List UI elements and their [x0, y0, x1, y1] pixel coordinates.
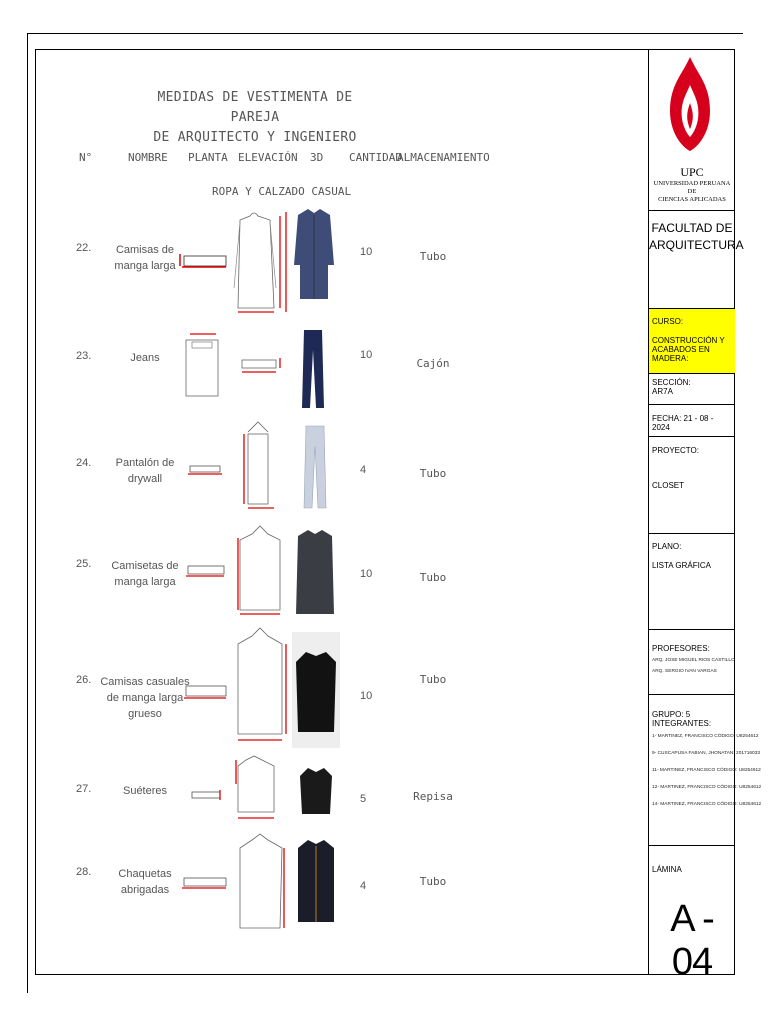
course-line-2: ACABADOS EN MADERA: [652, 345, 710, 363]
plan-drawing [178, 874, 230, 894]
jeans-3d-image [298, 328, 328, 410]
member-3: 11- MARTINEZ, FRANCISCO CÓDIGO: U8254612 [652, 768, 761, 773]
plan-drawing [178, 248, 230, 276]
row-quantity: 10 [360, 568, 373, 580]
elevation-drawing [232, 524, 288, 620]
plan-drawing [180, 682, 230, 706]
elevation-drawing [234, 420, 284, 516]
sheet-number: A - 04 [670, 898, 714, 983]
brand-name: UPC [680, 165, 704, 179]
member-4: 12- MARTINEZ, FRANCISCO CÓDIGO: U8254612 [652, 785, 762, 790]
shirt-3d-image [292, 205, 337, 305]
faculty-line-2: ARQUITECTURA [649, 238, 744, 252]
row-name: Pantalón de drywall [115, 457, 175, 485]
faculty-block [649, 220, 744, 254]
plan-drawing [180, 328, 230, 402]
elevation-drawing [238, 354, 290, 378]
row-quantity: 10 [360, 349, 373, 361]
row-storage: Cajón [416, 357, 450, 370]
row-quantity: 4 [360, 880, 367, 892]
title-line-2: DE ARQUITECTO Y INGENIERO [153, 130, 357, 145]
row-name: Jeans [130, 352, 160, 364]
header-elevation: ELEVACIÓN [238, 151, 298, 164]
date-value: FECHA: 21 - 08 - 2024 [652, 414, 714, 432]
row-number: 24. [76, 457, 92, 469]
tshirt-3d-image [294, 526, 336, 620]
professors-label: PROFESORES: [652, 644, 710, 653]
row-name: Camisetas de manga larga [111, 560, 179, 588]
row-storage: Tubo [419, 250, 447, 263]
professors-block [649, 644, 735, 677]
university-block [649, 165, 735, 204]
sweater-3d-image [298, 764, 334, 818]
casual-shirt-3d-image [292, 632, 340, 748]
sheet-border [35, 49, 762, 975]
elevation-drawing [230, 208, 292, 318]
group-block [649, 710, 762, 813]
project-label: PROYECTO: [652, 446, 699, 455]
section-block [649, 378, 735, 396]
row-number: 28. [76, 866, 92, 878]
section-value: AR7A [652, 387, 673, 396]
upc-logo-icon [660, 55, 720, 165]
row-number: 23. [76, 350, 92, 362]
plan-drawing [182, 562, 228, 584]
pants-3d-image [302, 424, 328, 510]
header-name: NOMBRE [128, 151, 168, 164]
professor-1: ARQ. JOSE MIGUEL RIOS CASTILLO [652, 658, 735, 663]
professor-2: ARQ. SERGIO IVAN VARGAS [652, 669, 717, 674]
row-number: 26. [76, 674, 92, 686]
elevation-drawing [230, 626, 292, 746]
sheet-label: LÁMINA [652, 865, 682, 874]
member-5: 14- MARTINEZ, FRANCISCO CÓDIGO: U8254612 [652, 802, 762, 807]
header-3d: 3D [310, 151, 324, 164]
section-label: SECCIÓN: [652, 378, 691, 387]
row-name: Chaquetas abrigadas [118, 868, 172, 896]
course-label: CURSO: [652, 317, 684, 326]
row-quantity: 10 [360, 246, 373, 258]
jacket-3d-image [294, 836, 338, 928]
row-quantity: 4 [360, 464, 367, 476]
row-name: Camisas de manga larga [114, 244, 176, 272]
group-label: GRUPO: 5 [652, 710, 691, 719]
plan-drawing [186, 462, 226, 478]
row-name: Suéteres [122, 785, 168, 797]
date-block [649, 414, 735, 432]
row-storage: Tubo [419, 467, 447, 480]
page-title [150, 88, 360, 148]
row-storage: Tubo [419, 571, 447, 584]
header-quantity: CANTIDAD [349, 151, 402, 164]
row-number: 25. [76, 558, 92, 570]
member-2: 9- CUSCAPUSA FABIAN, JHONATAN: 201716033 [652, 751, 761, 756]
plan-value: LISTA GRÁFICA [652, 561, 711, 570]
row-number: 22. [76, 242, 92, 254]
row-number: 27. [76, 783, 92, 795]
row-storage: Repisa [413, 790, 453, 803]
members-label: INTEGRANTES: [652, 719, 712, 728]
row-name: Camisas casuales de manga larga grueso [100, 676, 190, 720]
plan-block [649, 542, 735, 570]
row-quantity: 10 [360, 690, 373, 702]
university-line-1: UNIVERSIDAD PERUANA DE [653, 180, 731, 195]
section-heading: ROPA Y CALZADO CASUAL [212, 185, 352, 198]
elevation-drawing [232, 754, 280, 824]
row-storage: Tubo [419, 673, 447, 686]
course-block [649, 309, 735, 373]
course-line-1: CONSTRUCCIÓN Y [652, 336, 725, 345]
row-storage: Tubo [419, 875, 447, 888]
sheet-block [649, 865, 735, 874]
plan-label: PLANO: [652, 542, 682, 551]
header-plant: PLANTA [188, 151, 228, 164]
project-block [649, 446, 735, 490]
project-value: CLOSET [652, 481, 685, 490]
faculty-line-1: FACULTAD DE [651, 221, 733, 235]
header-storage: ALMACENAMIENTO [397, 151, 490, 164]
member-1: 1- MARTINEZ, FRANCISCO CÓDIGO: U8254612 [652, 734, 759, 739]
row-quantity: 5 [360, 793, 367, 805]
university-line-2: CIENCIAS APLICADAS [658, 196, 726, 203]
plan-drawing [188, 786, 228, 806]
title-line-1: MEDIDAS DE VESTIMENTA DE PAREJA [157, 90, 353, 125]
elevation-drawing [232, 832, 290, 936]
header-num: N° [79, 151, 93, 164]
